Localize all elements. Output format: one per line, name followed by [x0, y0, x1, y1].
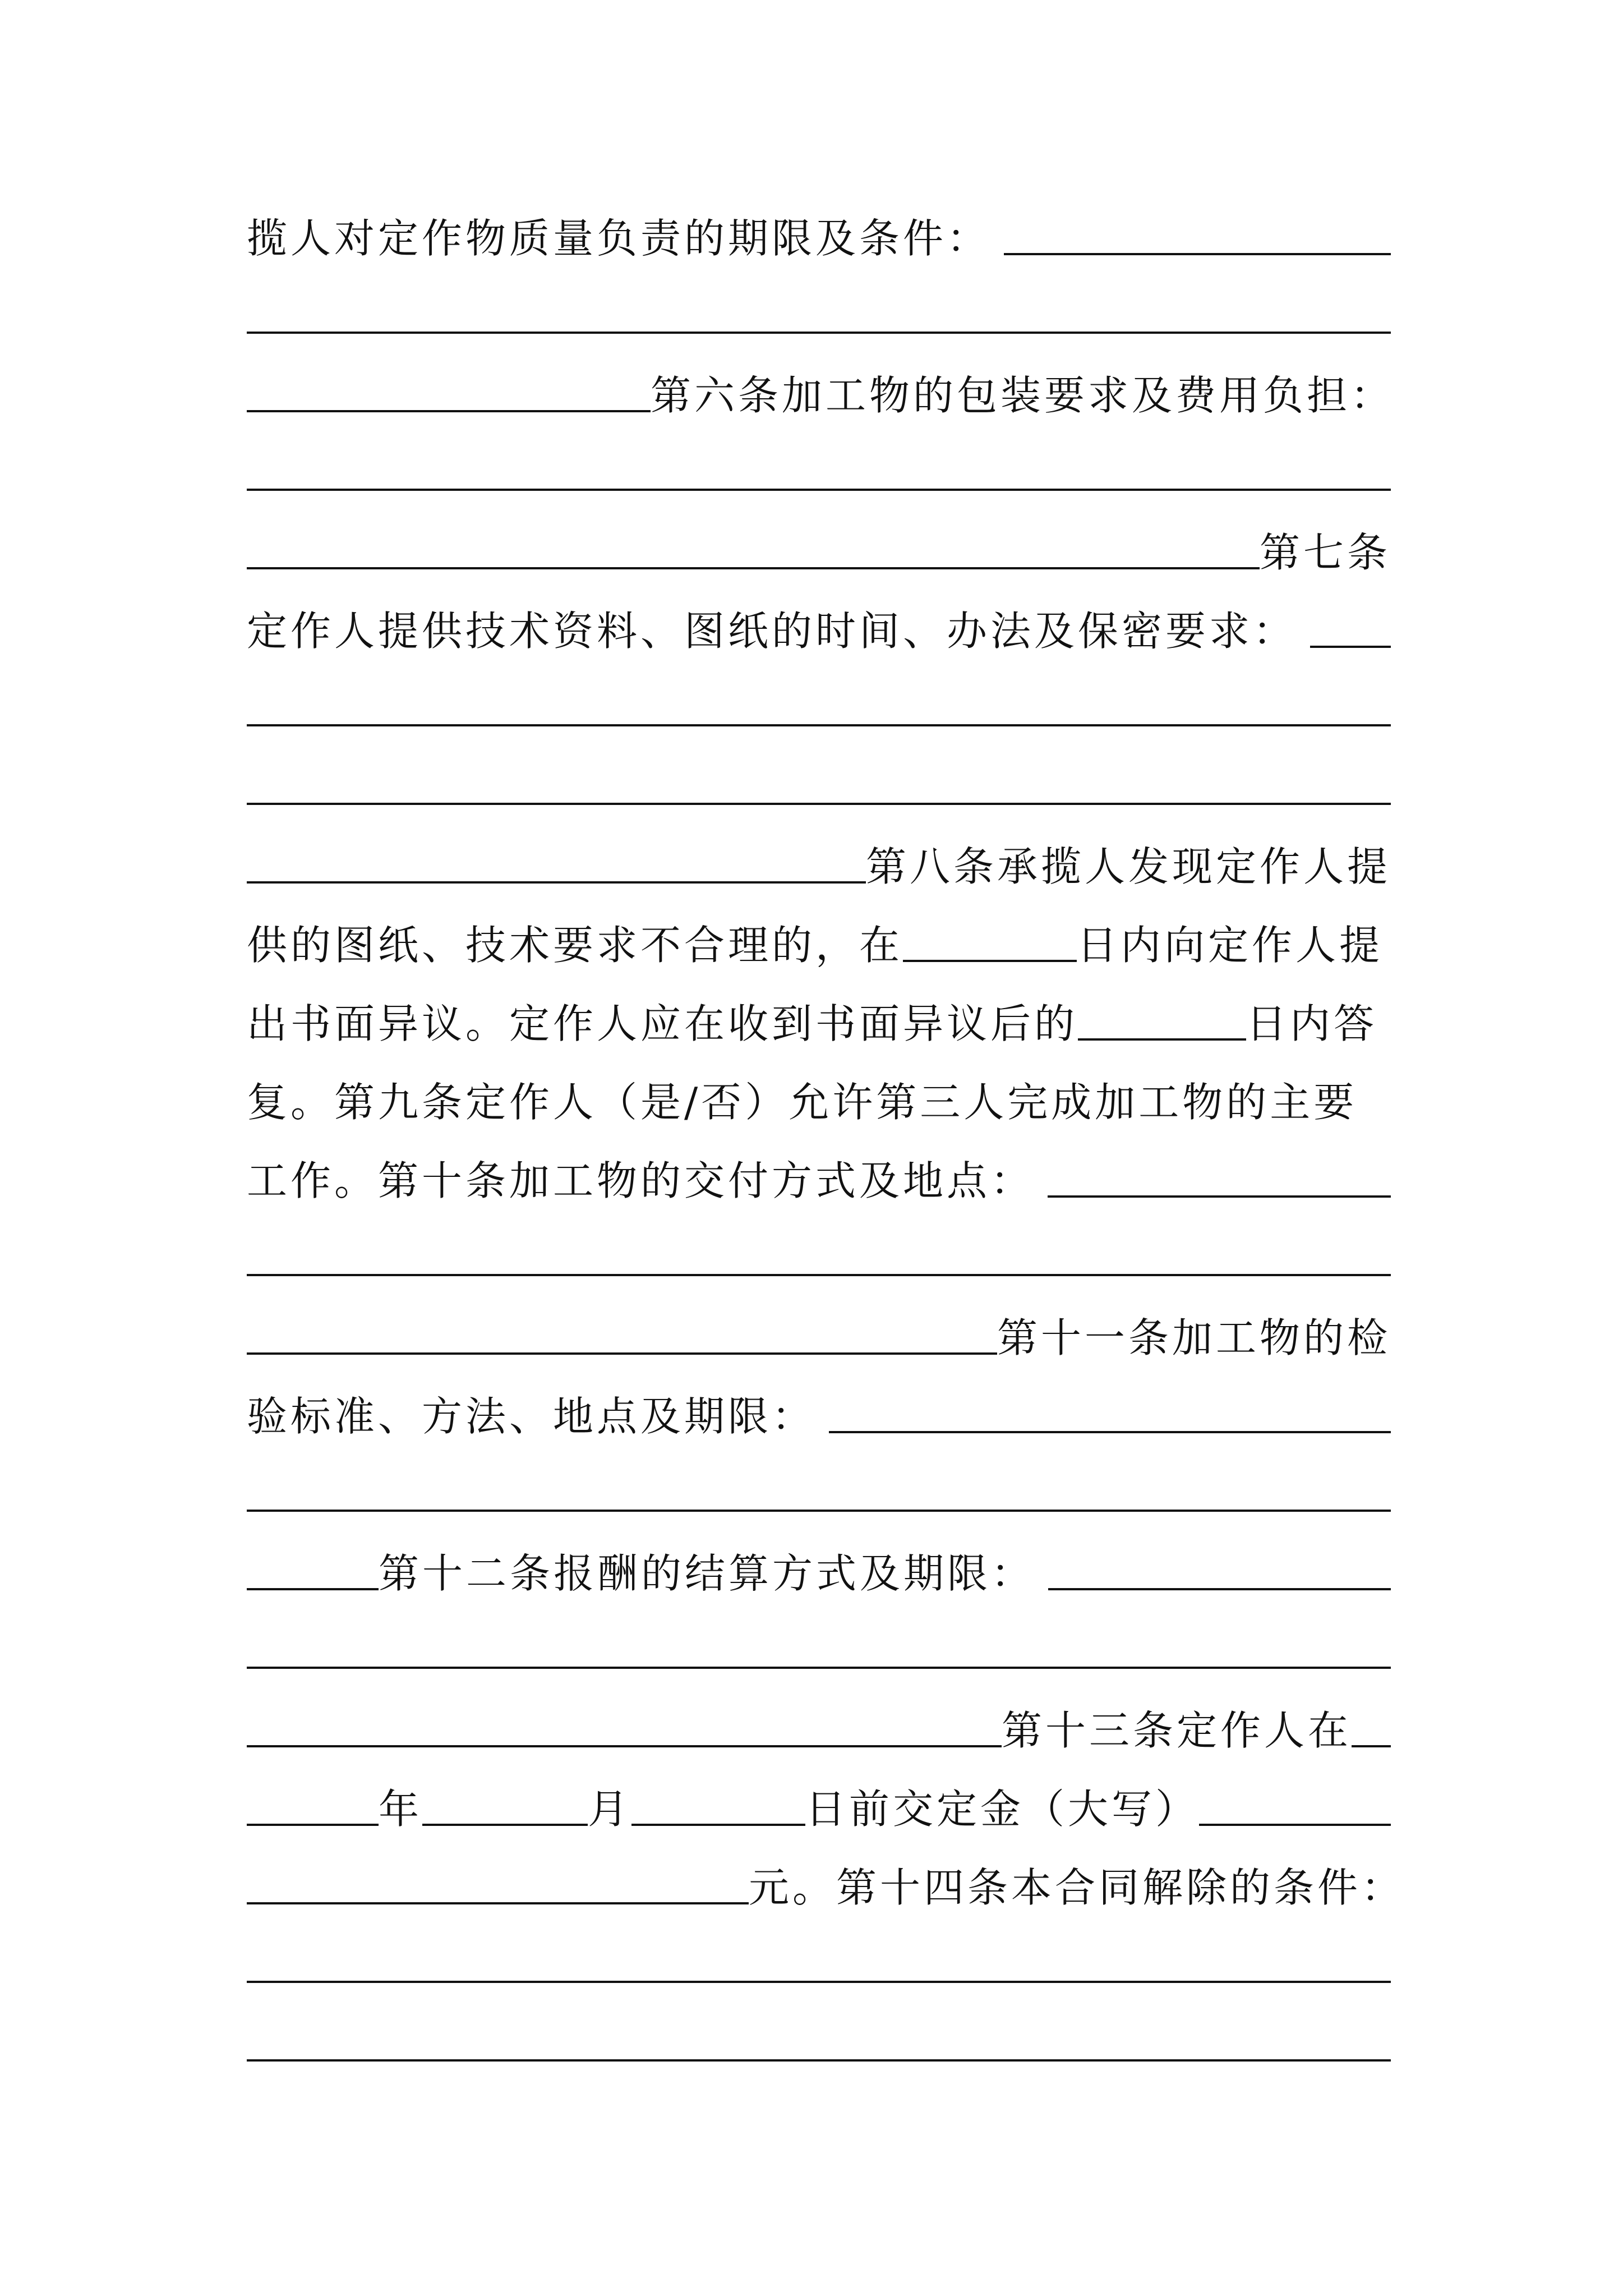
line-text: 第八条承揽人发现定作人提	[865, 843, 1391, 890]
line-text: 验标准、方法、地点及期限：	[247, 1393, 816, 1440]
fill-in-blank[interactable]	[631, 1824, 805, 1826]
text-line-11	[247, 996, 1391, 1052]
text-line-21	[247, 1781, 1391, 1837]
text-line-1	[247, 210, 1391, 266]
fill-in-blank[interactable]	[247, 332, 1391, 334]
text-line-24	[247, 2017, 1391, 2073]
line-text: 定作人提供技术资料、图纸的时间、办法及保密要求：	[247, 608, 1297, 655]
fill-in-blank[interactable]	[247, 567, 1260, 569]
line-text: 工作。第十条加工物的交付方式及地点：	[247, 1157, 1035, 1204]
text-line-19	[247, 1624, 1391, 1680]
fill-in-blank[interactable]	[1310, 646, 1391, 648]
line-text: 第六条加工物的包装要求及费用负担：	[651, 372, 1395, 419]
line-text: 日内答	[1246, 1000, 1378, 1047]
text-line-16	[247, 1388, 1391, 1444]
fill-in-blank[interactable]	[247, 489, 1391, 491]
fill-in-blank[interactable]	[247, 1588, 379, 1590]
line-text: 日内向定作人提	[1077, 922, 1384, 969]
text-line-2	[247, 289, 1391, 345]
text-line-23	[247, 1938, 1391, 1994]
text-line-10	[247, 917, 1391, 973]
fill-in-blank[interactable]	[247, 1510, 1391, 1512]
fill-in-blank[interactable]	[247, 2059, 1391, 2062]
line-text: 月	[588, 1786, 632, 1833]
line-text: 揽人对定作物质量负责的期限及条件：	[247, 215, 991, 262]
line-text: 日前交定金（大写）	[805, 1786, 1200, 1833]
text-line-4	[247, 446, 1391, 502]
line-text: 第十三条定作人在	[1001, 1707, 1352, 1754]
fill-in-blank[interactable]	[1048, 1588, 1391, 1590]
fill-in-blank[interactable]	[1352, 1745, 1391, 1747]
line-text: 元。第十四条本合同解除的条件：	[749, 1864, 1405, 1911]
fill-in-blank[interactable]	[247, 410, 651, 412]
text-line-7	[247, 682, 1391, 738]
text-line-12	[247, 1074, 1391, 1130]
fill-in-blank[interactable]	[247, 1981, 1391, 1983]
fill-in-blank[interactable]	[247, 881, 866, 884]
fill-in-blank[interactable]	[1004, 253, 1391, 255]
text-line-9	[247, 839, 1391, 895]
fill-in-blank[interactable]	[247, 1902, 749, 1904]
line-text: 第十二条报酬的结算方式及期限：	[379, 1550, 1035, 1597]
text-line-5	[247, 524, 1391, 581]
fill-in-blank[interactable]	[247, 724, 1391, 726]
line-text: 第十一条加工物的检	[997, 1314, 1391, 1361]
line-text: 复。第九条定作人（是/否）允许第三人完成加工物的主要	[247, 1079, 1358, 1126]
fill-in-blank[interactable]	[247, 1352, 997, 1355]
text-line-14	[247, 1231, 1391, 1287]
text-line-6	[247, 603, 1391, 659]
text-line-13	[247, 1153, 1391, 1209]
text-line-22	[247, 1860, 1405, 1916]
text-line-8	[247, 760, 1391, 816]
line-text: 供的图纸、技术要求不合理的，在	[247, 922, 903, 969]
line-text: 出书面异议。定作人应在收到书面异议后的	[247, 1000, 1078, 1047]
fill-in-blank[interactable]	[829, 1431, 1391, 1433]
text-line-17	[247, 1467, 1391, 1523]
text-line-3	[247, 367, 1395, 424]
fill-in-blank[interactable]	[247, 1824, 379, 1826]
fill-in-blank[interactable]	[247, 1745, 1002, 1747]
fill-in-blank[interactable]	[247, 803, 1391, 805]
fill-in-blank[interactable]	[247, 1274, 1391, 1276]
fill-in-blank[interactable]	[903, 960, 1077, 962]
fill-in-blank[interactable]	[422, 1824, 588, 1826]
text-line-15	[247, 1310, 1391, 1366]
fill-in-blank[interactable]	[247, 1667, 1391, 1669]
line-text: 第七条	[1259, 529, 1391, 576]
fill-in-blank[interactable]	[1048, 1195, 1391, 1198]
fill-in-blank[interactable]	[1199, 1824, 1391, 1826]
text-line-20	[247, 1703, 1391, 1759]
fill-in-blank[interactable]	[1078, 1038, 1246, 1041]
text-line-18	[247, 1545, 1391, 1602]
line-text: 年	[379, 1786, 423, 1833]
